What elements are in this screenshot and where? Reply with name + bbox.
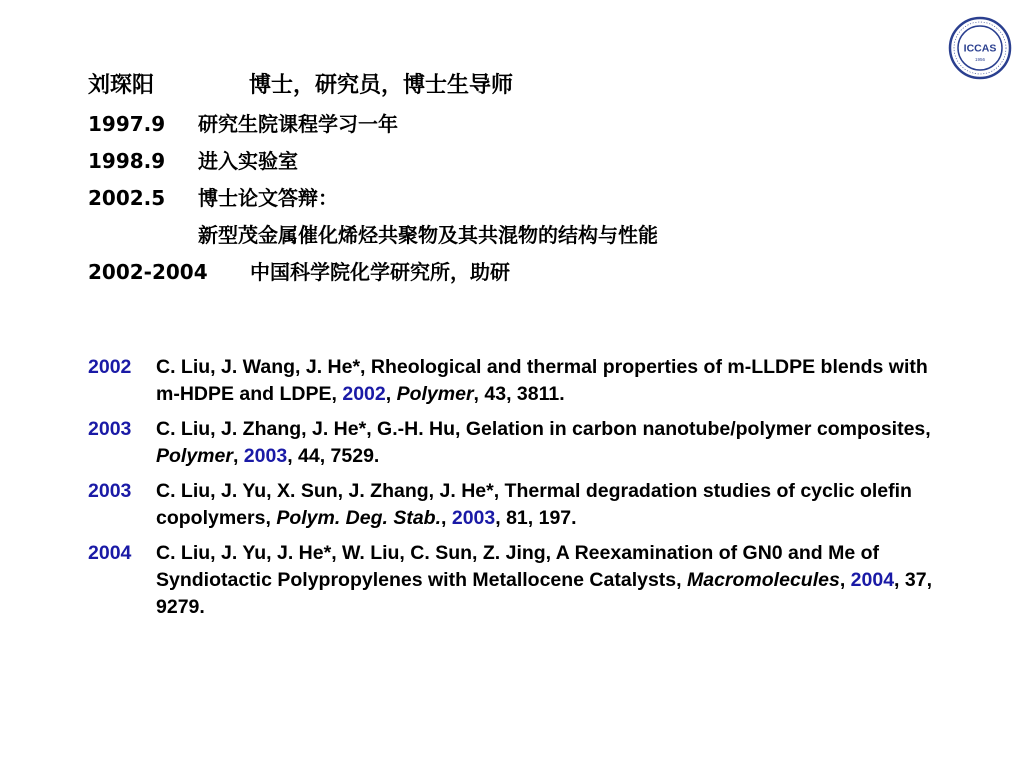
publication-item [88,354,948,408]
publication-item [88,478,948,532]
journal-name: Macromolecules [687,569,840,591]
person-title: 博士，研究员，博士生导师 [249,73,514,98]
publication-year-inline: 2002 [342,383,386,405]
cv-header [88,66,968,106]
volume-pages: , 43, 3811. [473,383,565,405]
volume-pages: , 81, 197. [495,507,577,529]
publication-year: 2003 [88,480,132,502]
publication-item [88,416,948,470]
cv-entry-text: 中国科学院化学研究所，助研 [250,260,510,284]
journal-name: Polymer [396,383,474,405]
publication-year-inline: 2004 [850,569,895,591]
cv-entry-text: 新型茂金属催化烯烃共聚物及其共混物的结构与性能 [198,223,658,247]
separator: , [839,569,846,591]
person-name: 刘琛阳 [88,73,155,98]
journal-name: Polym. Deg. Stab. [276,507,442,529]
separator: , [385,383,392,405]
cv-entry-date: 2002-2004 [88,260,208,284]
separator: , [232,445,239,467]
publication-item [88,540,948,621]
cv-entry-date: 1998.9 [88,149,166,173]
cv-entry-text: 研究生院课程学习一年 [198,112,398,136]
cv-entry [88,180,968,217]
publication-citation: C. Liu, J. Yu, X. Sun, J. Zhang, J. He*, Thermal degradation studies of cyclic olefin copolymers, [156,480,912,529]
publication-year-inline: 2003 [243,445,288,467]
cv-entry [88,254,968,291]
publication-citation: C. Liu, J. Yu, J. He*, W. Liu, C. Sun, Z. Jing, A Reexamination of GN0 and Me of Syndiotactic Polypropylenes with Metallocene Catalysts, [156,542,880,591]
logo-text: ICCAS [963,42,997,55]
cv-entry-text: 博士论文答辩： [198,186,338,210]
publication-citation: C. Liu, J. Zhang, J. He*, G.-H. Hu, Gelation in carbon nanotube/polymer composites, [156,418,931,440]
volume-pages: , 44, 7529. [287,445,380,467]
volume-pages: , 37, 9279. [156,569,932,618]
journal-name: Polymer [156,445,233,467]
cv-entry [88,143,968,180]
logo-year: 1956 [974,57,986,62]
cv-entry-date: 2002.5 [88,186,166,210]
publication-year: 2004 [88,542,132,564]
publication-list [88,354,948,629]
publication-year: 2003 [88,418,132,440]
thesis-title [88,217,968,254]
cv-entry [88,106,968,143]
iccas-logo [948,16,1012,80]
publication-year-inline: 2003 [451,507,496,529]
cv-entry-text: 进入实验室 [198,149,298,173]
publication-year: 2002 [88,356,132,378]
cv-section [88,66,968,291]
separator: , [441,507,447,529]
publication-citation: C. Liu, J. Wang, J. He*, Rheological and thermal properties of m-LLDPE blends with m-HDPE and LDPE, [156,356,928,405]
cv-entry-date: 1997.9 [88,112,166,136]
